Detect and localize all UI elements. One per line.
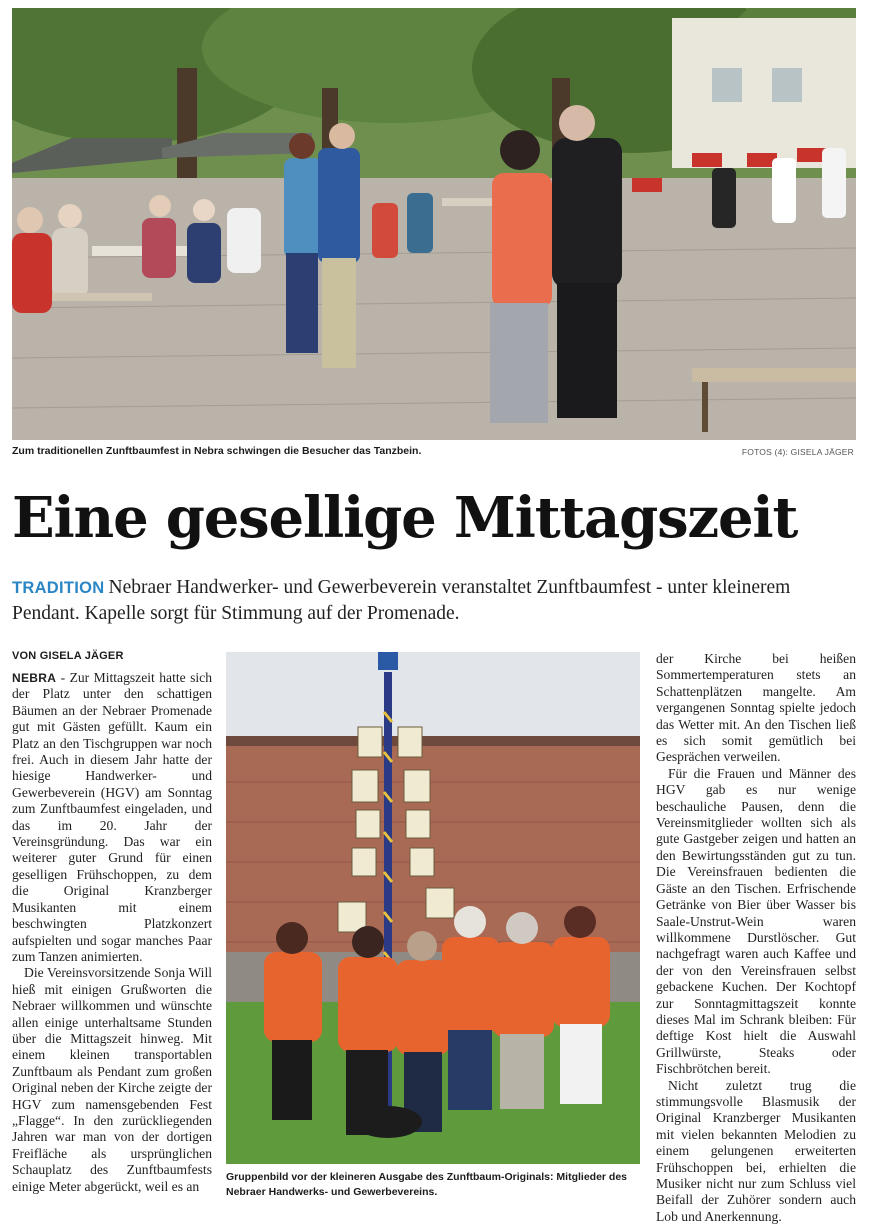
photo-dancing-couples [12, 8, 856, 440]
paragraph-1-text: - Zur Mittagszeit hatte sich der Platz unter den schattigen Bäumen an der Nebraer Promenade gut mit Gästen gefüllt. Kaum ein Platz an den Tischgruppen war noch frei. Auch in diesem Jahr hatte der hiesige Handwerker- und Gewerbeverein (HGV) am Sonntag zum Zunftbaumfest eingeladen, und das im 20. Jahr der Vereinsgründung. Das war ein weiterer guter Grund für einen geselligen Frühschoppen, zu dem die Original Kranzberger Musikanten mit einem beschwingten Platzkonzert aufspielten und sogar manches Paar zum Tanzen animierten. [12, 670, 212, 964]
paragraph-4: Für die Frauen und Männer des HGV gab es nur wenige beschauliche Pausen, denn die Vereinsmitglieder wollten sich als gute Gastgeber zeigen und hatten an den Bewirtungsständen gut zu tun. Die Vereinsfrauen bedienten die Gäste an den Tischen. Erfrischende Getränke von Bier über Wasser bis Saale-Unstrut-Wein waren willkommene Durstlöscher. Gut nachgefragt waren auch Kaffee und der von den Vereinsfrauen selbst gebackene Kuchen. Der Kochtopf zur Sonntagmittagszeit konnte dieses Mal im Schrank bleiben: Für deftige Kost hielt die Auswahl Grillwürste, Steaks oder Fischbrötchen bereit. [656, 765, 856, 1077]
article-kicker: TRADITION [12, 579, 105, 597]
photo-group-zunftbaum [226, 652, 640, 1164]
article-column-right [656, 651, 856, 1225]
article-deck [12, 575, 862, 626]
paragraph-5: Nicht zuletzt trug die stimmungsvolle Blasmusik der Original Kranzberger Musikanten mit vielen bekannten Melodien zu einem gelungenen erweiterten Frühschoppen bei, erhielten die Musiker nicht nur zum Schluss viel Beifall der Zuhörer sondern auch Lob und Anerkennung. [656, 1077, 856, 1224]
article-column-left [12, 670, 212, 1195]
paragraph-1 [12, 670, 212, 965]
photo-credit: FOTOS (4): GISELA JÄGER [741, 447, 854, 457]
article-headline: Eine gesellige Mittagszeit [12, 485, 798, 551]
paragraph-3: der Kirche bei heißen Sommertemperaturen stets an Schattenplätzen mangelte. Am vergangenen Sonntag spielte jedoch das Wetter mit. An den Tischen ließ es sich somit gemütlich bei Gesprächen verweilen. [656, 651, 856, 765]
photo-caption-mid: Gruppenbild vor der kleineren Ausgabe des Zunftbaum-Originals: Mitglieder des Nebraer Handwerks- und Gewerbevereins. [226, 1171, 628, 1198]
dance-scene-illustration [12, 8, 856, 440]
article-dateline: NEBRA [12, 671, 57, 685]
group-scene-illustration [226, 652, 640, 1164]
article-byline: VON GISELA JÄGER [12, 650, 124, 662]
photo-caption-top: Zum traditionellen Zunftbaumfest in Nebra schwingen die Besucher das Tanzbein. [12, 445, 422, 457]
paragraph-2: Die Vereinsvorsitzende Sonja Will hieß mit einigen Grußworten die Nebraer willkommen und wünschte allen einige unterhaltsame Stunden über die Mittagszeit hinweg. Mit einem kleinen transportablen Zunftbaum als Pendant zum großen Original neben der Kirche zeigte der HGV zum namensgebenden Fest „Flagge“. In den zurückliegenden Jahren war man von der dortigen Freifläche als ursprünglichen Schauplatz des Zunftbaumfests einige Meter abgerückt, weil es an [12, 965, 212, 1194]
article-deck-text: Nebraer Handwerker- und Gewerbeverein veranstaltet Zunftbaumfest - unter kleinerem Pendant. Kapelle sorgt für Stimmung auf der Promenade. [12, 577, 791, 624]
